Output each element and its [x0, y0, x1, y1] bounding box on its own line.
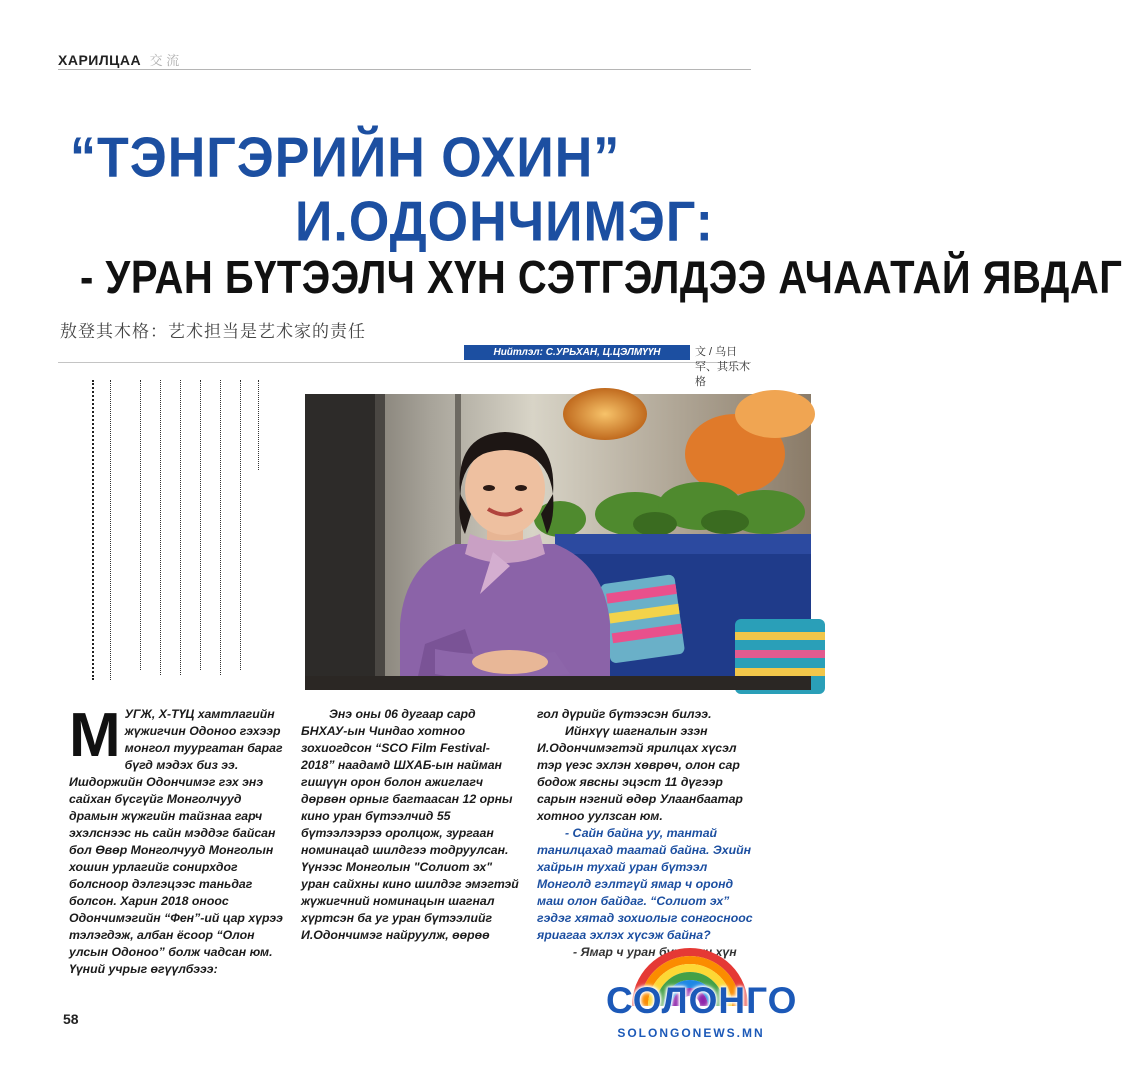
mongolian-column [140, 380, 150, 670]
section-title: ХАРИЛЦАА [58, 52, 142, 68]
article-paragraph: УГЖ, Х-ТҮЦ хамтлагийн жүжигчин Одоноо гэхээр монгол туургатан бараг бүгд мэдэх биз ээ. Ишдоржийн Одончимэг гэх энэ сайхан бүсгүйг Монголчууд драмын жүжгийн тайзнаа гарч эхэлснээс нь сайн мэддэг байсан бол Өвөр Монголчууд Монголын хошин урлагийг сонирхдог болсноор дэлгэцээс таньдаг болсон. Харин 2018 оноос Одончимэгийн “Фен”-ий цар хүрээ тэлэгдэж, албан ёсоор “Олон улсын Одоноо” болж чадсан юм. Үүний учрыг өгүүлбэээ: [69, 707, 283, 976]
mongolian-script-text [80, 380, 280, 670]
mongolian-column [92, 380, 102, 680]
drop-cap: М [69, 701, 121, 770]
mongolian-column [220, 380, 230, 675]
article-paragraph: гол дүрийг бүтээсэн билээ. [537, 707, 712, 721]
interview-answer: - Ямар ч уран бүтээлч хүн [573, 945, 737, 959]
mongolian-column [110, 380, 120, 680]
mongolian-column [160, 380, 170, 675]
logo-wordmark: СОЛОНГО [606, 980, 798, 1021]
article-column-1 [69, 701, 291, 978]
article-paragraph: Энэ оны 06 дугаар сард БНХАУ-ын Чиндао хотноо зохиогдсон “SCO Film Festival-2018” наадамд ШХАБ-ын найман гишүүн орон болон ажиглагч дөрвөн орныг багтаасан 12 орны кино уран бүтээлчид 55 бүтээлээрээ оролцож, зургаан номинацад шилдгээ тодруулсан. Үүнээс Монголын "Солиот эх" уран сайхны кино шилдэг эмэгтэй жүжигчний номинацын шагнал хүртсэн ба уг уран бүтээлийг И.Одончимэг найруулж, өөрөө [301, 707, 519, 942]
mongolian-column [258, 380, 268, 470]
portrait-photo-illustration [305, 394, 811, 690]
reporter-credit-chinese: 文 / 乌日罕、其乐木格 [695, 346, 750, 388]
credits-bar [58, 345, 751, 388]
headline-line-2: И.ОДОНЧИМЭГ: [295, 190, 714, 254]
reporter-credit: Нийтлэл: С.УРЬХАН, Ц.ЦЭЛМҮҮН [464, 345, 690, 360]
chinese-subtitle: 敖登其木格：艺术担当是艺术家的责任 [60, 322, 366, 341]
interview-question: - Сайн байна уу, тантай танилцахад таатай байна. Эхийн хайрын тухай уран бүтээл Монголд гэлтгүй ямар ч оронд маш олон байдаг. “Солиот эх” гэдэг хятад зохиолыг сонгосноос яриагаа эхлэх хүсэж байна? [537, 826, 753, 942]
article-column-2 [301, 706, 523, 944]
section-title-chinese: 交 流 [149, 53, 180, 68]
solongo-logo [600, 918, 798, 1053]
logo-website: SOLONGONEWS.MN [617, 1026, 765, 1040]
portrait-photo [305, 394, 811, 690]
headline-line-1: “ТЭНГЭРИЙН ОХИН” [70, 126, 621, 190]
mongolian-column [200, 380, 210, 670]
mongolian-column [180, 380, 190, 675]
mongolian-column [240, 380, 250, 670]
article-paragraph: Ийнхүү шагналын эзэн И.Одончимэгтэй ярилцах хүсэл тэр үеэс эхлэн хөврөч, олон сар бодож явсны эцэст 11 дүгээр сарын нэгний өдөр Улаанбаатар хотноо уулзсан юм. [537, 724, 743, 823]
page-number: 58 [63, 1011, 79, 1027]
section-header [58, 50, 751, 70]
headline-line-3: - УРАН БҮТЭЭЛЧ ХҮН СЭТГЭЛДЭЭ АЧААТАЙ ЯВДАГ [80, 252, 1122, 304]
